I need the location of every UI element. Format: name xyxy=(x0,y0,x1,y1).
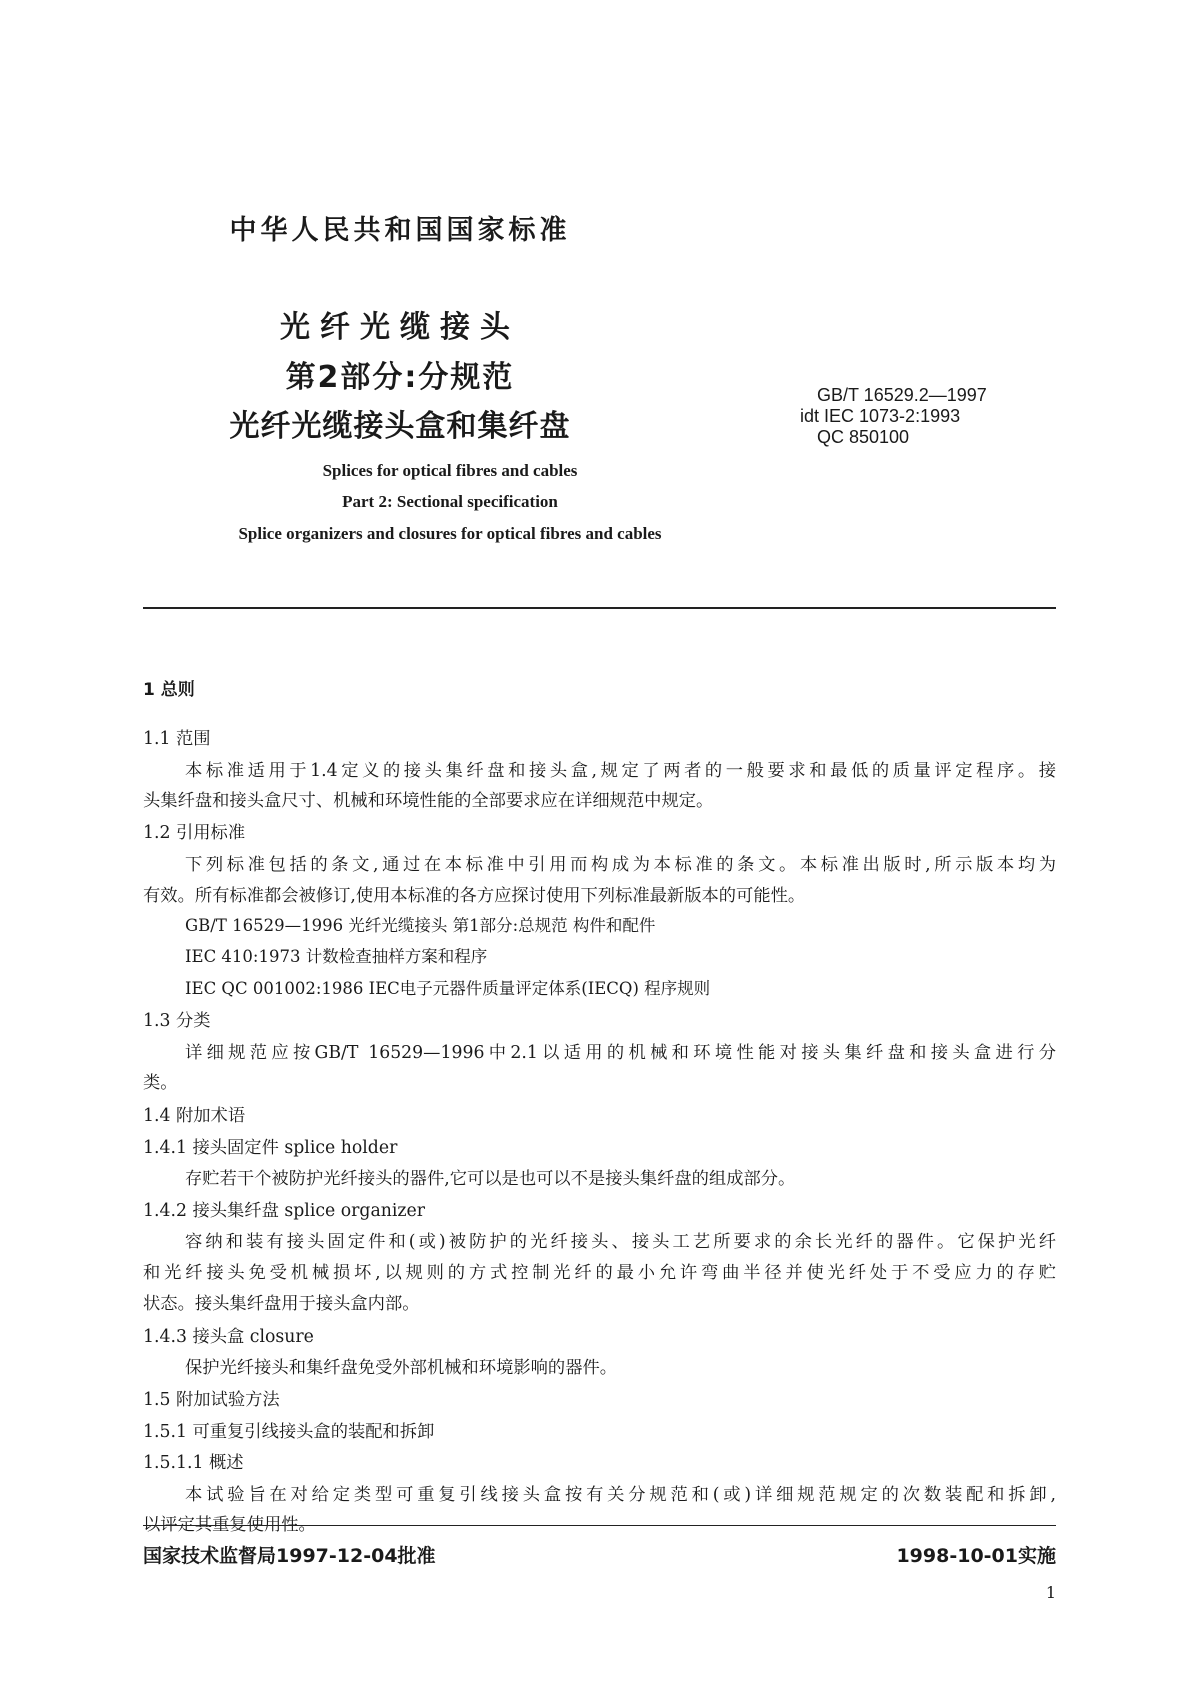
english-title-1: Splices for optical fibres and cables xyxy=(322,461,578,480)
section-1-5-1-heading: 1.5.1 可重复引线接头盒的装配和拆卸 xyxy=(143,1422,435,1442)
paragraph-1-4-3: 保护光纤接头和集纤盘免受外部机械和环境影响的器件。 xyxy=(185,1358,618,1378)
paragraph-1-1-line-1: 本标准适用于1.4定义的接头集纤盘和接头盒,规定了两者的一般要求和最低的质量评定程序。接 xyxy=(185,761,1056,781)
section-1-3-heading: 1.3 分类 xyxy=(143,1011,211,1031)
paragraph-1-3-line-1: 详细规范应按GB/T 16529—1996中2.1以适用的机械和环境性能对接头集纤盘和接头盒进行分 xyxy=(185,1043,1056,1063)
paragraph-1-4-2-line-1: 容纳和装有接头固定件和(或)被防护的光纤接头、接头工艺所要求的余长光纤的器件。它保护光纤 xyxy=(185,1232,1056,1252)
paragraph-1-2-line-2: 有效。所有标准都会被修订,使用本标准的各方应探讨使用下列标准最新版本的可能性。 xyxy=(143,886,806,906)
page-number: 1 xyxy=(1045,1583,1056,1602)
title-line-3: 光纤光缆接头盒和集纤盘 xyxy=(229,409,571,444)
reference-3: IEC QC 001002:1986 IEC电子元器件质量评定体系(IECQ) 程序规则 xyxy=(185,979,711,998)
section-1-4-2-heading: 1.4.2 接头集纤盘 splice organizer xyxy=(143,1201,426,1221)
approval-statement: 国家技术监督局1997-12-04批准 xyxy=(143,1545,436,1567)
title-line-2: 第2部分:分规范 xyxy=(285,360,515,395)
reference-2: IEC 410:1973 计数检查抽样方案和程序 xyxy=(185,947,488,966)
english-title-3: Splice organizers and closures for optical fibres and cables xyxy=(238,524,662,543)
paragraph-1-2-line-1: 下列标准包括的条文,通过在本标准中引用而构成为本标准的条文。本标准出版时,所示版本均为 xyxy=(185,855,1056,875)
english-title-2: Part 2: Sectional specification xyxy=(342,492,558,511)
reference-1: GB/T 16529—1996 光纤光缆接头 第1部分:总规范 构件和配件 xyxy=(185,916,656,935)
section-1-4-3-heading: 1.4.3 接头盒 closure xyxy=(143,1327,314,1347)
standard-number-block xyxy=(800,385,987,448)
section-1-5-1-1-heading: 1.5.1.1 概述 xyxy=(143,1453,244,1473)
national-standard-heading: 中华人民共和国国家标准 xyxy=(229,215,571,246)
effective-date: 1998-10-01实施 xyxy=(896,1545,1056,1567)
paragraph-1-3-line-2: 类。 xyxy=(143,1073,178,1093)
paragraph-1-4-2-line-2: 和光纤接头免受机械损坏,以规则的方式控制光纤的最小允许弯曲半径并使光纤处于不受应力的存贮 xyxy=(143,1263,1056,1283)
header-divider xyxy=(143,607,1056,609)
standard-number: GB/T 16529.2—1997 xyxy=(817,385,987,405)
title-line-1: 光纤光缆接头 xyxy=(280,310,520,345)
section-1-4-1-heading: 1.4.1 接头固定件 splice holder xyxy=(143,1138,398,1158)
section-1-heading: 1 总则 xyxy=(143,680,195,700)
paragraph-1-1-line-2: 头集纤盘和接头盒尺寸、机械和环境性能的全部要求应在详细规范中规定。 xyxy=(143,791,714,811)
section-1-2-heading: 1.2 引用标准 xyxy=(143,823,246,843)
qc-number: QC 850100 xyxy=(817,427,910,447)
section-1-1-heading: 1.1 范围 xyxy=(143,729,211,749)
paragraph-1-5-1-1-line-2: 以评定其重复使用性。 xyxy=(143,1515,316,1535)
section-1-5-heading: 1.5 附加试验方法 xyxy=(143,1390,280,1410)
paragraph-1-5-1-1-line-1: 本试验旨在对给定类型可重复引线接头盒按有关分规范和(或)详细规范规定的次数装配和拆卸, xyxy=(185,1485,1056,1505)
footer-divider xyxy=(143,1525,1056,1526)
idt-reference: idt IEC 1073-2:1993 xyxy=(800,406,961,426)
paragraph-1-4-1: 存贮若干个被防护光纤接头的器件,它可以是也可以不是接头集纤盘的组成部分。 xyxy=(185,1169,796,1189)
paragraph-1-4-2-line-3: 状态。接头集纤盘用于接头盒内部。 xyxy=(143,1294,420,1314)
section-1-4-heading: 1.4 附加术语 xyxy=(143,1106,246,1126)
